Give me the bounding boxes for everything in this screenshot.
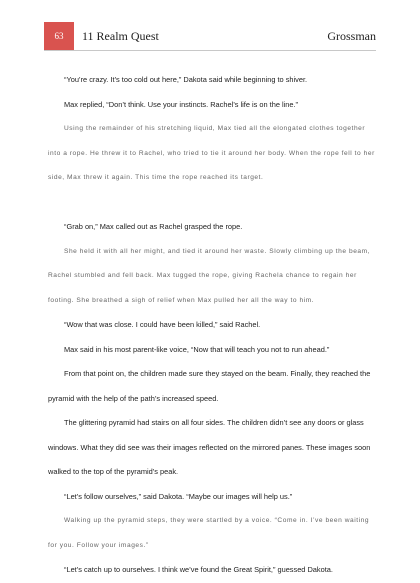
paragraph: “You’re crazy. It’s too cold out here,” Dakota said while beginning to shiver.	[64, 75, 308, 84]
paragraph: She held it with all her might, and tied it around her waste. Slowly climbing up the beam, Rachel stumbled and fell back. Max tugged the rope, giving Rachela chance to regain her footing. She breathed a sigh of relief when Max pulled her all the way to him.	[48, 247, 371, 304]
blank-line	[48, 191, 376, 216]
paragraph: “Let’s follow ourselves,” said Dakota. “Maybe our images will help us.”	[64, 491, 293, 501]
paragraph: The glittering pyramid had stairs on all four sides. The children didn’t see any doors or glass windows. What they did see was their images reflected on the mirrored panes. These images soon walked to the top of the pyramid’s peak.	[48, 418, 371, 476]
paragraph: Max said in his most parent-like voice, “Now that will teach you not to run ahead.”	[64, 344, 330, 354]
page-number-badge: 63	[44, 22, 74, 50]
paragraph: Walking up the pyramid steps, they were startled by a voice. “Come in. I’ve been waiting for you. Follow your images.”	[48, 517, 370, 549]
paragraph: “Let’s catch up to ourselves. I think we’ve found the Great Spirit,” guessed Dakota.	[64, 565, 333, 574]
header-divider	[44, 50, 376, 51]
book-title: 11 Realm Quest	[82, 29, 159, 43]
paragraph: Using the remainder of his stretching liquid, Max tied all the elongated clothes together into a rope. He threw it to Rachel, who tried to tie it around her body. When the rope fell to her side, Max threw it again. This time the rope reached its target.	[48, 125, 375, 181]
paragraph: “Grab on,” Max called out as Rachel grasped the rope.	[64, 222, 243, 231]
page-body	[48, 68, 376, 583]
author-name: Grossman	[327, 29, 376, 43]
paragraph: “Wow that was close. I could have been killed,” said Rachel.	[64, 320, 261, 329]
paragraph: From that point on, the children made sure they stayed on the beam. Finally, they reached the pyramid with the help of the path’s increased speed.	[48, 369, 371, 403]
paragraph: Max replied, “Don’t think. Use your instincts. Rachel’s life is on the line.”	[64, 99, 298, 109]
